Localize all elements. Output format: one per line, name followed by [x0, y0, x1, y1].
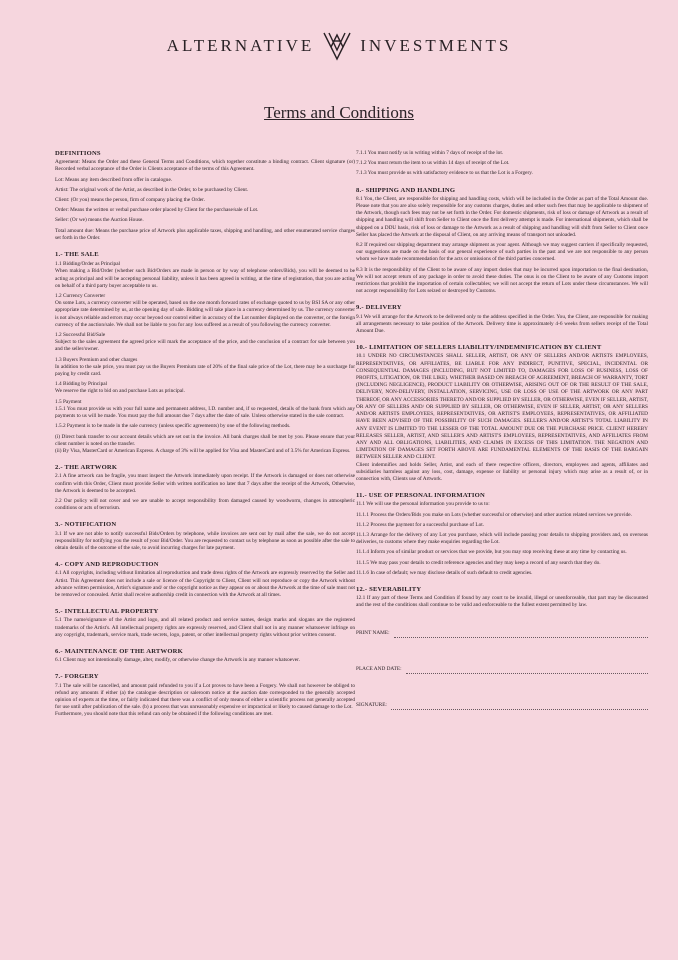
sale-sub-title: 1.2 Successful Bid/Sale [55, 332, 106, 339]
limitation-heading: 10.- LIMITATION OF SELLERS LIABILITY/INDEMNIFICATION BY CLIENT [356, 344, 602, 352]
forgery-text: Furthermore, you should note that this refund can only be obtained if the following conditions are met. [55, 711, 273, 718]
personal-info-item: 11.1.2 Process the payment for a successful purchase of Lot. [356, 521, 485, 528]
indemnification-text: Client indemnifies and holds Seller, Artist, and each of there respective officers, directors, employees and agents, affiliates and subsidiaries harmless against any loss, cost, damage, expense or liability or personal injury which may arise as a result of, or in connection with, Clients use of Artwork. [356, 461, 648, 482]
brand-left-text: ALTERNATIVE [166, 36, 315, 55]
brand-right-text: INVESTMENTS [360, 36, 512, 55]
sale-sub-title: 1.4 Bidding by Principal [55, 381, 108, 388]
delivery-heading: 9.- DELIVERY [356, 304, 402, 312]
artwork-text: 2.1 A fine artwork can be fragile, you must inspect the Artwork immediately upon receipt. If the Artwork is damaged or does not otherwise confirm with this Order, Client must provide Seller with written notification no later that 7 days after the receipt of the Artwork, Otherwise, the Artwork is deemed to be accepted. [55, 473, 355, 494]
definition-seller: Seller: (Or we) means the Auction House. [55, 217, 144, 224]
sale-sub-text: We reserve the right to bid on and purchase Lots as principal. [55, 388, 185, 395]
brand [167, 30, 512, 62]
personal-info-item: 11.1.5 We may pass your details to credit reference agencies and they may keep a record of any search that they do. [356, 559, 601, 566]
personal-info-item: 11.1.6 In case of default; we may disclose details of such default to credit agencies. [356, 569, 533, 576]
personal-info-heading: 11.- USE OF PERSONAL INFORMATION [356, 492, 485, 500]
sale-sub-text: Subject to the sales agreement the agreed price will mark the acceptance of the price, and the conclusion of a contract for sale between you and the seller/owner. [55, 339, 355, 353]
signature-label: SIGNATURE: [356, 702, 387, 709]
forgery-heading: 7.- FORGERY [55, 673, 99, 681]
definition-artist: Artist: The original work of the Artist, as described in the Order, to be purchased by Client. [55, 186, 249, 193]
personal-info-item: 11.1.1 Process the Orders/Bids you make on Lots (whether successful or otherwise) and other auction related services we provide. [356, 511, 632, 518]
severability-heading: 12.- SEVERABILITY [356, 585, 422, 593]
definitions-heading: DEFINITIONS [55, 150, 101, 157]
payment-method: (ii) By Visa, MasterCard or American Express. A charge of 3% will be applied for Visa and MasterCard and of 3.5% for American Express. [55, 447, 351, 454]
left-column [55, 150, 355, 722]
artwork-heading: 2.- THE ARTWORK [55, 464, 118, 472]
notification-text: 3.1 If we are not able to notify successful Bids/Orders by telephone, while invoices are sent out by mail after the sale, we do not accept responsibility for notifying you the result of your Bid/Order. You are requested to contact us by telephone as soon as possible after the sale to obtain details of the outcome of the sale, to avoid incurring charges for late payment. [55, 530, 355, 551]
severability-text: 12.1 If any part of these Terms and Condition if found by any court to be invalid, illegal or unenforceable, that part may be discounted and the rest of the conditions shall continue to be valid and enforceable to the fullest extent permitted by law. [356, 595, 648, 609]
signature-line[interactable] [391, 703, 648, 710]
copy-text: 4.1 All copyrights, including without limitation all reproduction and trade dress rights of the Artwork are expressly reserved by the Seller and Artist. This Agreement does not include a sale or licence of the Copyright to Client, Client will not reproduce or copy the Artwork without advance written permission, Artist's signature and/ or the copyright notice as they appear on or about the Artwork at the time of sale must not be removed or concealed. Artist shall receive authorship credit in connection with the Artwork at all times. [55, 570, 355, 598]
forgery-text: 7.1 The sale will be cancelled, and amount paid refunded to you if a Lot proves to have been a Forgery. We shall not however be obliged to refund any amounts if either (a) the catalogue description or saleroom notice at the auction date corresponded to the generally accepted opinion of experts at the time, or fairly indicated that there was a conflict of only means of either a scientific process not generally accepted for use until after publication of the sale. (b) a process that was unreasonably expensive or impractical or likely to caused damage to the Lot. [55, 682, 355, 711]
print-name-field[interactable] [356, 628, 648, 638]
maintenance-heading: 6.- MAINTENANCE OF THE ARTWORK [55, 647, 183, 655]
sale-sub-text: When making a Bid/Order (whether such Bid/Orders are made in person or by way of telephone orders/Bids), you will be deemed to be acting as principal and will be accepting personal liability, unless it has been agreed in writing, at the time of registration, that you are acting on behalf of a third party buyer acceptable to us. [55, 268, 355, 289]
definition-lot: Lot: Means any item described from offer in catalogue. [55, 176, 173, 183]
sale-sub-title: 1.3 Buyers Premium and other charges [55, 356, 138, 363]
shipping-text: 8.3 It is the responsibility of the Client to be aware of any import duties that may be incurred upon importation to the final destination, We will not accept return of any package in order to avoid these duties. The onus is on the Client to be aware of any Customs import restrictions that prohibit the importation of certain collectables; we will not accept the return of Lots under these circumstances. We will not accept responsibility for Lots seized or destroyed by Customs. [356, 266, 648, 295]
sale-sub-text: On some Lots, a currency converter will be operated, based on the one month forward rates of exchange quoted to us by BSI SA or any other appropriate rate determined by us, at the opening day of sale. Bidding will take place in a currency determined by us. The currency converter is not always reliable and errors may occur beyond our control either in accuracy of the Lot number displayed on the converter, or the foreign currency of the auction/sale. We shall not be liable to you for any loss suffered as a result of you following the currency converter. [55, 300, 355, 328]
maintenance-text: 6.1 Client may not intentionally damage, alter, modify, or otherwise change the Artwork in any manner whatsoever. [55, 657, 300, 664]
place-date-field[interactable] [356, 664, 648, 674]
delivery-text: 9.1 We will arrange for the Artwork to be delivered only to the address specified in the Order. You, the Client, are responsible for making all arrangements necessary to take position of the Artwork. Delivery time is approximately 4-6 weeks from sellers receipt of the Total Amount Due. [356, 313, 648, 335]
definition-total-amount: Total amount due: Means the purchase price of Artwork plus applicable taxes, shipping and handling, and other enumerated service charges set forth in the Order. [55, 227, 355, 241]
forgery-condition: 7.1.1 You must notify us in writing within 7 days of receipt of the lot. [356, 150, 504, 156]
forgery-condition: 7.1.3 You must provide us with satisfactory evidence to us that the Lot is a Forgery. [356, 170, 533, 177]
personal-info-item: 11.1.4 Inform you of similar product or services that we provide, but you may stop receiving these at any time by contacting us. [356, 549, 627, 556]
artwork-text: 2.2 Our policy will not cover and we are unable to accept responsibility from damaged caused by woodworm, changes in atmospheric conditions or acts of terrorism. [55, 497, 355, 512]
place-date-label: PLACE AND DATE: [356, 666, 402, 673]
sale-sub-title: 1.2 Currency Converter [55, 293, 106, 300]
forgery-condition: 7.1.2 You must return the item to us within 14 days of receipt of the Lot. [356, 160, 510, 167]
print-name-label: PRINT NAME: [356, 630, 390, 637]
right-column [356, 150, 648, 710]
sale-heading: 1.- THE SALE [55, 251, 99, 259]
definition-order: Order: Means the written or verbal purchase order placed by Client for the purchase/sale of Lot. [55, 207, 259, 214]
shipping-text: 8.2 If required our shipping department may arrange shipment as your agent. Although we may suggest carriers if specifically requested, our suggestions are made on the basis of our general experience of such parties in the past and we are not responsible to any person whom we have made recommendation for the acts or omissions of the third parties concerned. [356, 242, 648, 263]
sale-sub-text: In addition to the sale price, you must pay us the Buyers Premium rate of 20% of the final sale price of the Lot, there may be a surcharge for paying by credit card. [55, 363, 355, 378]
ip-heading: 5.- INTELLECTUAL PROPERTY [55, 608, 159, 616]
brand-logo-icon [322, 30, 352, 62]
payment-text: 1.5.1 You must provide us with your full name and permanent address, I.D. number and, if so requested, details of the bank from which any payments to us will be made. You must pay the full amount due 7 days after the date of sale. Unless otherwise stated in the sale contract. [55, 405, 355, 420]
limitation-text: 10.1 UNDER NO CIRCUMSTANCES SHALL SELLER, ARTIST, OR ANY OF SELLERS AND/OR ARTISTS EMPLOYEES, REPRESENTATIVES, OR AFFILIATES, BE LIABLE FOR ANY INDIRECT, PUNITIVE, SPECIAL, INCIDENTAL OR CONSEQUENTIAL DAMAGES (INCLUDING, BUT NOT LIMITED TO, DAMAGES FOR LOSS OF BUSINESS, LOSS OF PROFITS, LITIGATION, OR THE LIKE). WHETHER BASED ON BREACH OF AGREEMENT, BREACH OF WARRANTY, TORT (INCLUDING NEGLIGENCE), PRODUCT LIABILITY OR OTHERWISE, ARISING OUT OF OR THE RESULT OF THE SALE, DELIVERY, NON-DELIVERY, INSTALLATION, SERVICING, USE OR LOSS OF USE OF THE ARTWORK OR ANY PART THEREOF, OR ANY ACCESSORIES THERETO AND/OR SUPPLIED BY SELLER, OR OTHERWISE, EVEN IF SELLER, ARTIST, OR ANY OF SELLERS AND/ OR SUPPLIED BY SELLER, OR OTHERWISE, EVEN IF SELLER, ARTIST, OR ANY SELLERS AND/OR ARTISTS EMPLOYEES, REPRESENTATIVES, OR ARTIST'S EMPLOYEES, REPRESENTATIVES, OR AFFILIATED HAVE BEEN ADVISED OF THE POSSIBILITY OF SUCH DAMAGES. SELLER'S AND/OR ARTIST'S TOTAL LIABILITY IN ANY EVENT IS LIMITED TO THE LESSER OF THE TOTAL AMOUNT DUE OR THE PURCHASE PRICE. CLIENT HEREBY RELEASES SELLER, ARTIST, AND SELLER'S AND ARTIST'S EMPLOYEES, REPRESENTATIVES, AND AFFILIATES FROM ANY AND ALL OBLIGATIONS, LIABILITIES, AND CLAIMS IN EXCESS OF THIS LIMITATION. THE NEGATION AND LIMITATION OF DAMAGES SET FORTH ABOVE ARE FUNDAMENTAL ELEMENTS OF THE BASIS OF THE BARGAIN BETWEEN SELLER AND CLIENT. [356, 353, 648, 461]
sale-sub-title: 1.1 Bidding/Order as Principal [55, 261, 121, 268]
header [0, 30, 678, 62]
payment-text: 1.5.2 Payment is to be made in the sale currency (unless specific agreements) by one of the following methods. [55, 423, 291, 430]
definition-agreement: Agreement: Means the Order and these General Terms and Conditions, which together constitute a binding contract. Client signature (or) Recorded verbal acceptance of the Order is Clients acceptance of the terms of this Agreement. [55, 159, 355, 173]
personal-info-item: 11.1.3 Arrange for the delivery of any Lot you purchase, which will include passing your details to shipping providers and, on overseas deliveries, to customs where they make enquiries regarding the Lot. [356, 531, 648, 546]
payment-method: (i) Direct bank transfer to our account details which are set out in the invoice. All bank charges shall be met by you. Please ensure that your client number is noted on the transfer. [55, 433, 355, 447]
shipping-heading: 8.- SHIPPING AND HANDLING [356, 186, 456, 194]
notification-heading: 3.- NOTIFICATION [55, 521, 117, 529]
place-date-line[interactable] [406, 667, 648, 674]
print-name-line[interactable] [394, 631, 648, 638]
definition-client: Client: (Or you) means the person, firm of company placing the Order. [55, 197, 205, 204]
signature-field[interactable] [356, 700, 648, 710]
shipping-text: 8.1 You, the Client, are responsible for shipping and handling costs, which will be included in the Order as part of the Total Amount due. Please note that you are also solely responsible for any customs charges, duties and other such fees that may be applicable to shipment of the Artwork, though such fees may not be set forth in the Order. For domestic shipments, risk of loss or damage of Artwork as a result of shipping and handling will shift from Seller to Client once the first delivery attempt is made. For international shipments, which shall be shipped on a DDU basis, risk of loss or damage to the Artwork as a result of shipping and handling will shift from Seller to Client once Seller has placed the Artwork at the disposal of Client, on any arriving means of transport not unloaded. [356, 195, 648, 238]
sale-sub-title: 1.5 Payment [55, 398, 82, 405]
copy-heading: 4.- COPY AND REPRODUCTION [55, 561, 159, 569]
page-title: Terms and Conditions [264, 103, 414, 122]
ip-text: 5.1 The name/signature of the Artist and logo, and all related product and service names, design marks and slogans are the registered trademarks of the Artist's. All intellectual property rights are expressly reserved, and Client shall not in any manner whatsoever infringe on any copyright, trademark, service mark, trade secrets, logo, patent, or other intellectual property rights without prior written consent. [55, 617, 355, 638]
personal-info-item: 11.1 We will use the personal information you provide to us to: [356, 501, 490, 508]
